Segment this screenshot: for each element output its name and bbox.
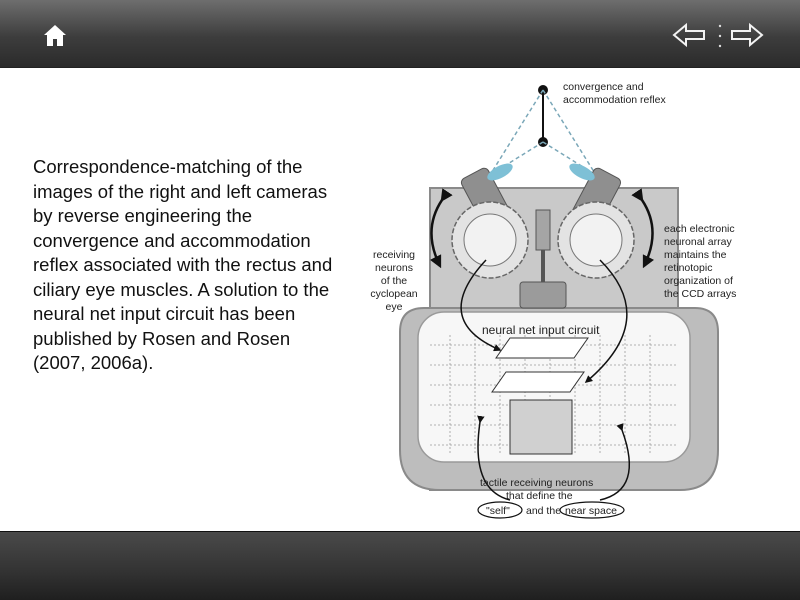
near-space-label: near space: [565, 505, 617, 517]
svg-text:maintains the: maintains the: [664, 249, 727, 261]
stereo-vision-diagram: [360, 70, 780, 530]
home-button[interactable]: [40, 20, 70, 50]
arrow-right-icon: [728, 22, 764, 48]
svg-text:neurons: neurons: [375, 262, 413, 274]
svg-text:receiving: receiving: [372, 249, 416, 261]
previous-slide-button[interactable]: [672, 22, 708, 48]
and-label: and the: [526, 505, 562, 517]
tactile-label-line2: that define the: [506, 490, 573, 502]
receiving-neurons-label: [370, 249, 417, 313]
svg-text:the CCD arrays: the CCD arrays: [664, 288, 737, 300]
arrow-left-icon: [672, 22, 708, 48]
slide-body-text: Correspondence-matching of the images of the right and left cameras by reverse engineering the convergence and accommodation reflex associated with the rectus and ciliary eye muscles. A solution to the neural net input circuit has been published by Rosen and Rosen (2007, 2006a).: [33, 156, 333, 373]
svg-text:each electronic: each electronic: [664, 223, 735, 235]
svg-text:of the: of the: [380, 275, 408, 287]
svg-text:retinotopic: retinotopic: [664, 262, 713, 274]
next-slide-button[interactable]: [728, 22, 764, 48]
bottom-bar: [0, 531, 800, 600]
svg-text:organization of: organization of: [664, 275, 733, 287]
convergence-label-line1: convergence and: [563, 81, 644, 93]
svg-text:neuronal array: neuronal array: [664, 236, 732, 248]
top-toolbar: [0, 0, 800, 68]
neuronal-array-label: [664, 223, 736, 300]
svg-text:cyclopean: cyclopean: [370, 288, 418, 300]
convergence-label-line2: accommodation reflex: [563, 94, 666, 106]
self-label: "self": [486, 505, 510, 517]
svg-text:eye: eye: [385, 301, 403, 313]
home-icon: [40, 20, 70, 50]
nav-separator: [716, 22, 724, 50]
circuit-label: neural net input circuit: [482, 323, 600, 337]
tactile-label-line1: tactile receiving neurons: [480, 477, 594, 489]
